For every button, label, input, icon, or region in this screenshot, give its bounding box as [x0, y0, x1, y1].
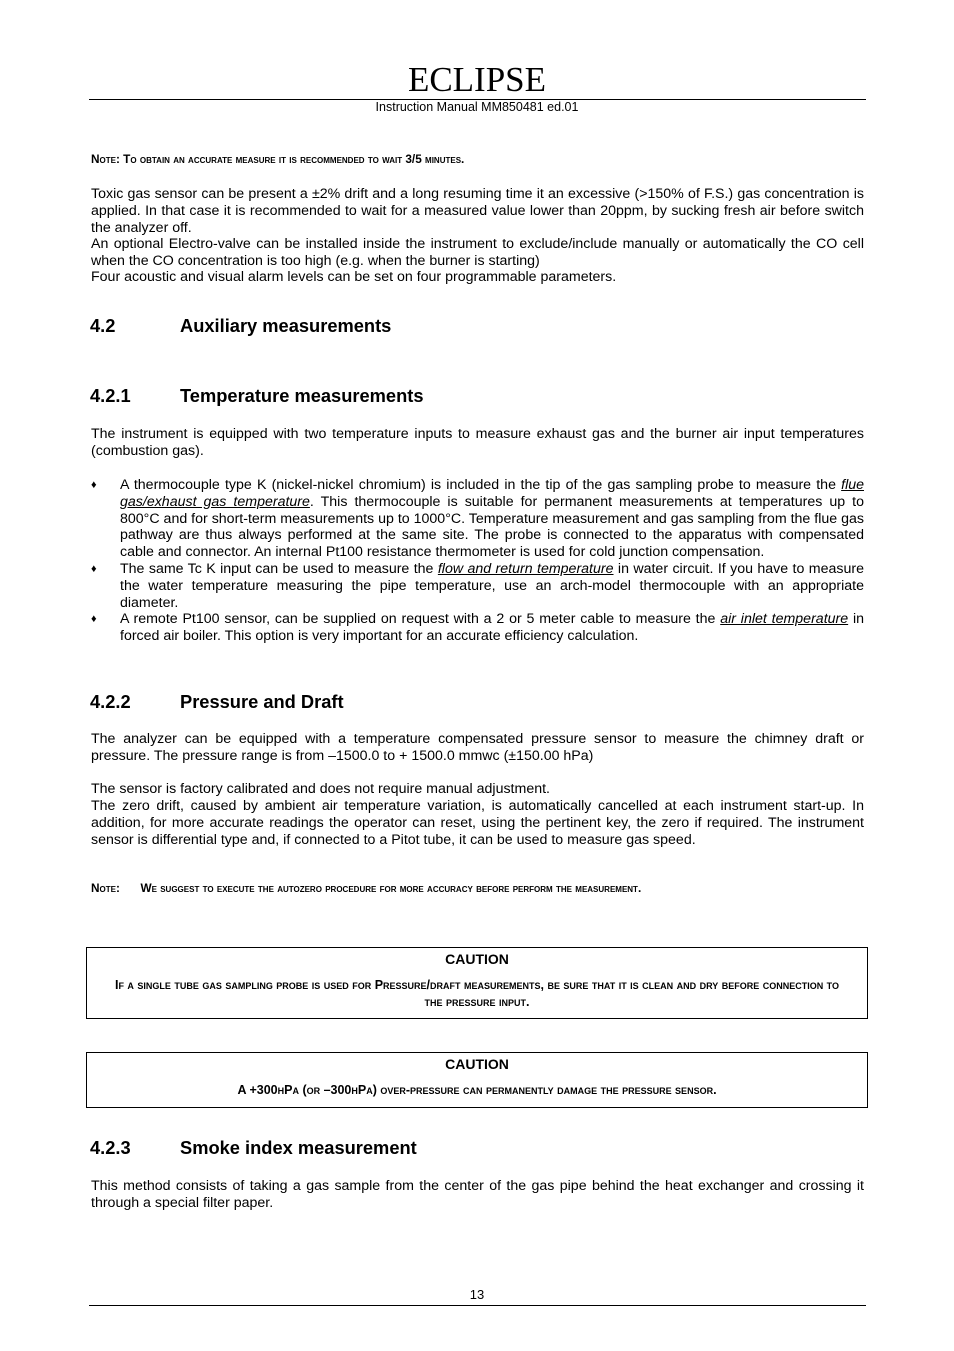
note-label: Note:	[91, 881, 120, 895]
bullet-text: A remote Pt100 sensor, can be supplied on request with a 2 or 5 meter cable to measure the	[120, 611, 721, 628]
eclipse-logo: ECLIPSE	[407, 60, 547, 99]
list-item	[91, 611, 864, 645]
section-4-2-3-heading	[90, 1137, 790, 1161]
footer-rule	[89, 1305, 866, 1306]
electro-valve-paragraph: An optional Electro-valve can be installed inside the instrument to exclude/include manually or automatically the CO cell when the CO concentration is too high (e.g. when the burner is starting)	[91, 236, 864, 269]
pressure-range-paragraph: The analyzer can be equipped with a temperature compensated pressure sensor to measure the chimney draft or pressure. The pressure range is from –1500.0 to + 1500.0 mmwc (±150.00 hPa)	[91, 731, 864, 764]
air-inlet-term: air inlet temperature	[720, 611, 849, 628]
section-4-2-2-heading	[90, 691, 790, 715]
autozero-note	[91, 881, 864, 895]
section-title: Pressure and Draft	[180, 691, 344, 712]
bullet-text: in water circuit. If you have to measure the water temperature measuring the pipe temperature, use an arch-model thermocouple with an appropriate diameter.	[120, 560, 864, 611]
factory-calibrated-paragraph: The sensor is factory calibrated and does not require manual adjustment.	[91, 781, 550, 797]
alarm-levels-paragraph: Four acoustic and visual alarm levels can be set on four programmable parameters.	[91, 269, 617, 285]
bullet-text: . This thermocouple is suitable for permanent measurements at temperatures up to 800°C and for short-term measurements up to 1000°C. Temperature measurement and gas sampling from the flue gas pathway are thus always performed at the same site. The probe is connected to the apparatus with compensated cable and connector. An internal Pt100 resistance thermometer is used for cold junction compensation.	[120, 493, 864, 561]
section-number: 4.2.1	[90, 385, 131, 406]
caution-title: CAUTION	[445, 951, 509, 967]
section-title: Smoke index measurement	[180, 1137, 417, 1158]
diamond-bullet-icon: ♦	[91, 562, 97, 575]
bullet-text: The same Tc K input can be used to measure the	[120, 560, 438, 577]
temperature-intro-paragraph: The instrument is equipped with two temperature inputs to measure exhaust gas and the burner air input temperatures (combustion gas).	[91, 426, 864, 459]
section-title: Temperature measurements	[180, 385, 424, 406]
page-number: 13	[469, 1287, 485, 1302]
flow-return-term: flow and return temperature	[437, 560, 614, 577]
caution-box-probe	[86, 947, 868, 1019]
bullet-text: A thermocouple type K (nickel-nickel chromium) is included in the tip of the gas sampling probe to measure the	[120, 477, 842, 493]
diamond-bullet-icon: ♦	[91, 613, 97, 626]
temperature-bullet-list	[91, 477, 864, 645]
manual-subtitle: Instruction Manual MM850481 ed.01	[375, 100, 579, 114]
caution-box-overpressure	[86, 1052, 868, 1108]
list-item	[91, 477, 864, 561]
diamond-bullet-icon: ♦	[91, 479, 97, 491]
section-4-2-1-heading	[90, 385, 790, 409]
section-number: 4.2.3	[90, 1137, 131, 1158]
bullet-text: in forced air boiler. This option is very important for an accurate efficiency calculation.	[120, 611, 864, 645]
section-title: Auxiliary measurements	[180, 315, 392, 336]
section-number: 4.2.2	[90, 691, 131, 712]
caution-text: If a single tube gas sampling probe is used for Pressure/draft measurements, be sure that it is clean and dry before connection to the pressure input.	[114, 978, 840, 1009]
note-text: We suggest to execute the autozero procedure for more accuracy before perform the measurement.	[140, 881, 642, 895]
smoke-index-paragraph: This method consists of taking a gas sample from the center of the gas pipe behind the heat exchanger and crossing it through a special filter paper.	[91, 1178, 864, 1211]
flue-gas-term: flue gas/exhaust gas temperature	[120, 477, 864, 510]
note-wait: Note: To obtain an accurate measure it is recommended to wait 3/5 minutes.	[91, 152, 465, 166]
section-4-2-heading	[90, 315, 790, 339]
caution-title: CAUTION	[445, 1056, 509, 1072]
section-number: 4.2	[90, 315, 116, 336]
list-item	[91, 561, 864, 611]
toxic-gas-paragraph: Toxic gas sensor can be present a ±2% drift and a long resuming time it an excessive (>150% of F.S.) gas concentration is applied. In that case it is recommended to wait for a measured value lower than 20ppm, by sucking fresh air before switch the analyzer off.	[91, 186, 864, 236]
zero-drift-paragraph: The zero drift, caused by ambient air temperature variation, is automatically cancelled at each instrument start-up. In addition, for more accurate readings the operator can reset, using the pertinent key, the zero if required. The instrument sensor is differential type and, if connected to a Pitot tube, it can be used to measure gas speed.	[91, 798, 864, 848]
caution-text: A +300hPa (or –300hPa) over-pressure can permanently damage the pressure sensor.	[237, 1083, 717, 1097]
